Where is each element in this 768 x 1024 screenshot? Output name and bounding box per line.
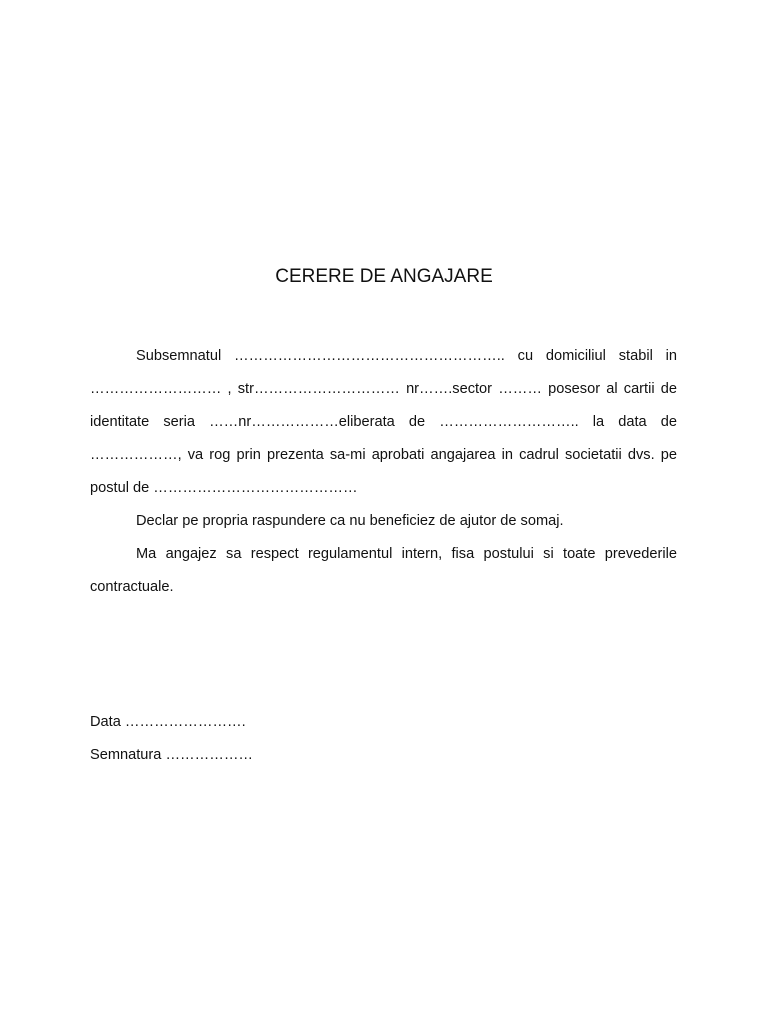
signature-line: Semnatura ……………… [90, 747, 254, 763]
paragraph-commitment: Ma angajez sa respect regulamentul intern, fisa postului si toate prevederile contractuale. [90, 546, 677, 595]
document-body [90, 340, 677, 604]
paragraph-declaration: Declar pe propria raspundere ca nu beneficiez de ajutor de somaj. [136, 513, 564, 529]
signature-block [90, 706, 490, 772]
document-title: CERERE DE ANGAJARE [275, 266, 493, 287]
paragraph-request: Subsemnatul ……………………………………………….. cu domiciliul stabil in ……………………… , str………………………… nr…….sector ……… posesor al cartii de identitate seria ……nr………………eliberata de ……………………….. la data de ………………, va rog prin prezenta sa-mi aprobati angajarea in cadrul societatii dvs. pe postul de …………………………………… [90, 348, 677, 496]
date-line: Data ……………………. [90, 714, 246, 730]
